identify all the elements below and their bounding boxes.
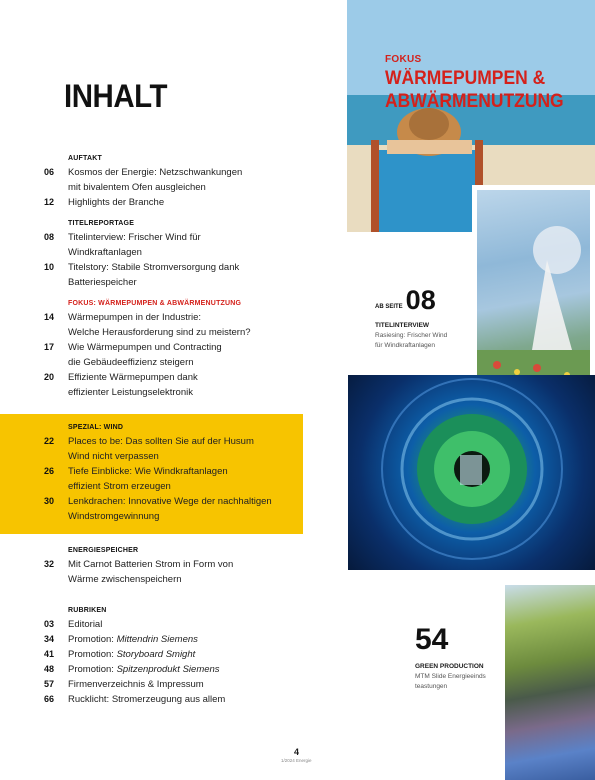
focus-heading-block (385, 54, 579, 113)
ab-seite-label: AB SEITE (375, 304, 403, 310)
page-number: 41 (44, 649, 55, 659)
focus-tag: FOKUS (385, 54, 422, 65)
page-title: INHALT (64, 78, 167, 114)
page-number: 34 (44, 634, 55, 644)
entry-title-line: Wind nicht verpassen (68, 451, 159, 462)
teaser-titelinterview[interactable] (375, 287, 470, 351)
entry-title-line: Titelstory: Stabile Stromversorgung dank (68, 262, 240, 273)
page-number: 32 (44, 559, 55, 569)
entry-title-line: Wärme zwischenspeichern (68, 574, 182, 585)
entry-title-line: effizient Strom erzeugen (68, 481, 171, 492)
toc-entry[interactable] (44, 464, 295, 494)
toc-entry[interactable] (44, 165, 295, 195)
entry-title-line: Windkraftanlagen (68, 247, 142, 258)
focus-title-line2: ABWÄRMENUTZUNG (385, 91, 564, 112)
entry-title-line: Batteriespeicher (68, 277, 137, 288)
teaser-green-production[interactable] (415, 625, 503, 692)
entry-title-line: Mit Carnot Batterien Strom in Form von (68, 559, 234, 570)
section-heading: SPEZIAL: WIND (68, 424, 124, 431)
promotion-name: Spitzenprodukt Siemens (116, 664, 220, 675)
entry-title-line: Effiziente Wärmepumpen dank (68, 372, 198, 383)
teaser-text (375, 331, 470, 351)
entry-title-line: mit bivalentem Ofen ausgleichen (68, 182, 206, 193)
page-number: 12 (44, 197, 55, 207)
section-heading: FOKUS: WÄRMEPUMPEN & ABWÄRMENUTZUNG (68, 300, 242, 307)
toc-entry[interactable] (44, 370, 295, 400)
entry-title-line (68, 662, 295, 677)
entry-title-line: Welche Herausforderung sind zu meistern? (68, 327, 251, 338)
page-number: 26 (44, 466, 55, 476)
toc-entry[interactable] (44, 632, 295, 647)
toc-entry[interactable] (44, 434, 295, 464)
entry-title-line: Lenkdrachen: Innovative Wege der nachhaltigen (68, 496, 272, 507)
teaser-page-number: 08 (405, 285, 436, 315)
toc-entry[interactable] (44, 195, 295, 210)
table-of-contents (0, 150, 303, 707)
promotion-prefix: Promotion: (68, 664, 117, 675)
teaser-text-line: für Windkraftanlagen (375, 342, 435, 349)
entry-title-line: Places to be: Das sollten Sie auf der Husum (68, 436, 254, 447)
section-heading: TITELREPORTAGE (68, 220, 135, 227)
toc-section-fokus (0, 300, 303, 400)
section-heading: AUFTAKT (68, 155, 102, 162)
entry-title-line: Windstromgewinnung (68, 511, 160, 522)
entry-title-line (68, 647, 295, 662)
section-heading: RUBRIKEN (68, 607, 107, 614)
toc-entry[interactable] (44, 692, 295, 707)
promotion-prefix: Promotion: (68, 634, 117, 645)
page-number: 03 (44, 619, 55, 629)
entry-title-line: die Gebäudeeffizienz steigern (68, 357, 194, 368)
toc-entry[interactable] (44, 310, 295, 340)
page-number: 08 (44, 232, 55, 242)
page-number: 22 (44, 436, 55, 446)
entry-title-line: effizienter Leistungselektronik (68, 387, 193, 398)
page-number: 57 (44, 679, 55, 689)
toc-entry[interactable] (44, 260, 295, 290)
toc-section-rubriken (0, 607, 303, 707)
toc-entry[interactable] (44, 677, 295, 692)
toc-section-spezial-wind (0, 414, 303, 534)
toc-section-titelreportage (0, 220, 303, 290)
eye-technology-image (348, 375, 595, 570)
entry-title-line: Titelinterview: Frischer Wind für (68, 232, 201, 243)
page-number: 14 (44, 312, 55, 322)
teaser-heading: TITELINTERVIEW (375, 322, 430, 329)
page-number: 10 (44, 262, 55, 272)
entry-title-line: Tiefe Einblicke: Wie Windkraftanlagen (68, 466, 228, 477)
toc-entry[interactable] (44, 647, 295, 662)
toc-entry[interactable] (44, 557, 295, 587)
teaser-page-number: 54 (415, 623, 449, 656)
promotion-prefix: Promotion: (68, 649, 117, 660)
page-number: 20 (44, 372, 55, 382)
entry-title-line: Wärmepumpen in der Industrie: (68, 312, 202, 323)
promotion-name: Storyboard Smight (116, 649, 196, 660)
page-number: 17 (44, 342, 55, 352)
teaser-text-line: MTM Slide Energieeinds (415, 673, 486, 680)
focus-title-line1: WÄRMEPUMPEN & (385, 68, 546, 89)
toc-section-energiespeicher (0, 547, 303, 587)
highway-trees-image (505, 585, 595, 780)
toc-entry[interactable] (44, 340, 295, 370)
toc-entry[interactable] (44, 662, 295, 677)
toc-entry[interactable] (44, 494, 295, 524)
toc-section-auftakt (0, 155, 303, 210)
teaser-heading: GREEN PRODUCTION (415, 663, 484, 670)
promotion-name: Mittendrin Siemens (116, 634, 198, 645)
page-number: 06 (44, 167, 55, 177)
entry-title-line (68, 632, 295, 647)
section-heading: ENERGIESPEICHER (68, 547, 139, 554)
entry-title-line: Kosmos der Energie: Netzschwankungen (68, 167, 243, 178)
teaser-text-line: Rasiesing: Frischer Wind (375, 332, 448, 339)
entry-title-line: Wie Wärmepumpen und Contracting (68, 342, 222, 353)
teaser-page-row (375, 287, 470, 314)
focus-title (385, 67, 564, 113)
entry-title-line: Highlights der Branche (68, 197, 165, 208)
page-number: 66 (44, 694, 55, 704)
entry-title-line: Firmenverzeichnis & Impressum (68, 679, 204, 690)
entry-title-line: Editorial (68, 619, 103, 630)
page-number: 48 (44, 664, 55, 674)
painting-woman-umbrella (472, 185, 595, 395)
entry-title-line: Rucklicht: Stromerzeugung aus allem (68, 694, 226, 705)
toc-entry[interactable] (44, 230, 295, 260)
teaser-text (415, 672, 503, 692)
toc-entry[interactable] (44, 617, 295, 632)
teaser-text-line: teastungen (415, 683, 448, 690)
footer-issue-label: 1/2024 Energie (281, 758, 312, 763)
footer-page-number: 4 (294, 747, 300, 757)
page-number: 30 (44, 496, 55, 506)
